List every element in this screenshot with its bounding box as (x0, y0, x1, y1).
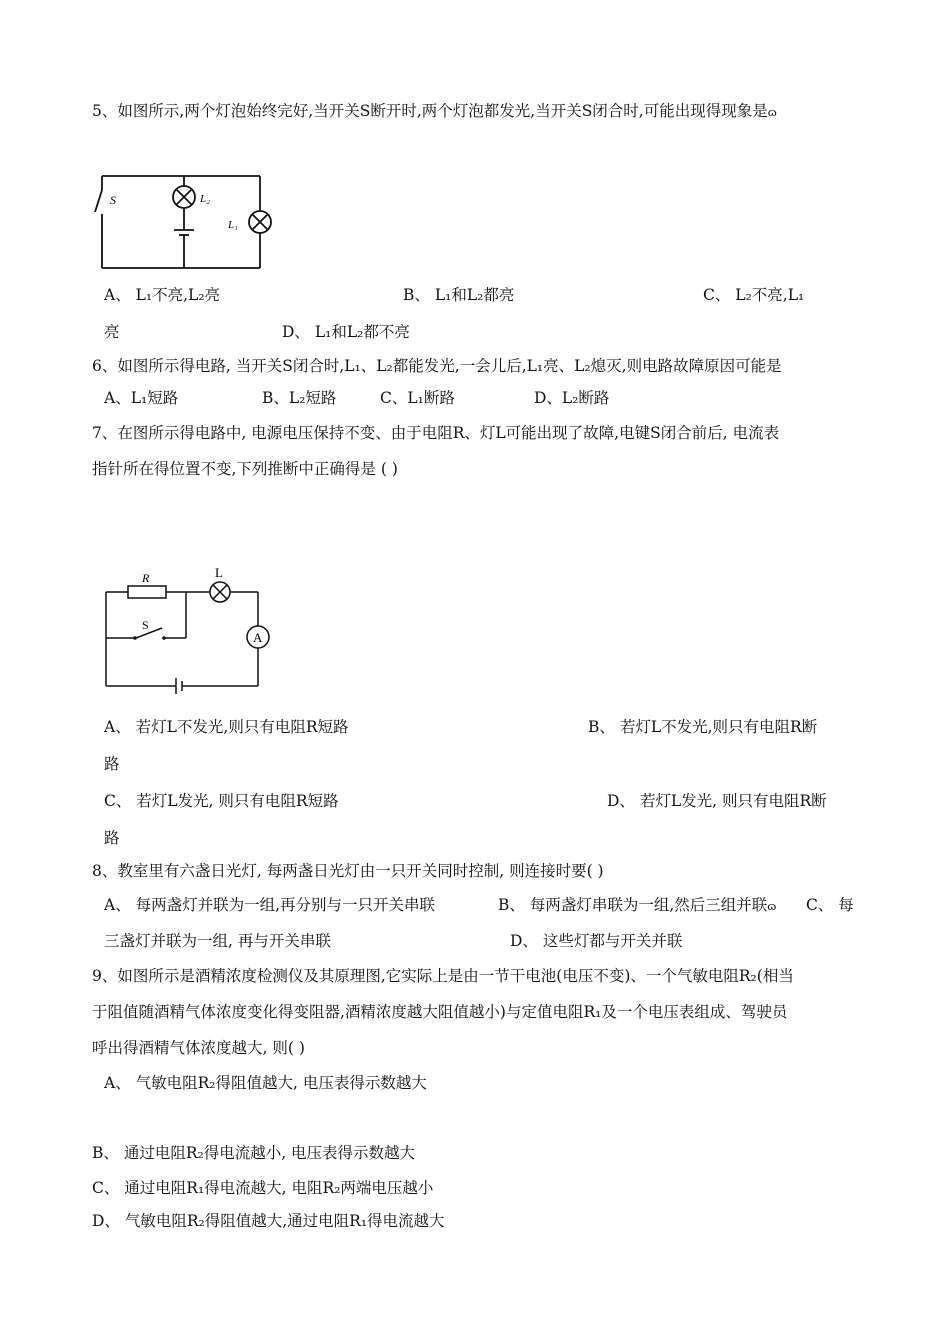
q7-option-b-continued: 路 (104, 755, 120, 773)
q5-option-b: B、 L₁和L₂都亮 (403, 286, 515, 304)
lamp-label: L (215, 565, 223, 580)
q8-option-c: C、 每 (806, 896, 854, 914)
q8-stem: 8、教室里有六盏日光灯, 每两盏日光灯由一只开关同时控制, 则连接时要( ) (92, 862, 604, 880)
switch-label: S (142, 618, 149, 632)
q8-option-a: A、 每两盏灯并联为一组,再分别与一只开关串联 (104, 896, 436, 914)
q5-option-d: D、 L₁和L₂都不亮 (282, 323, 410, 341)
ammeter-label: A (253, 630, 263, 645)
q5-option-c: C、 L₂不亮,L₁ (703, 286, 805, 304)
q5-option-c-continued: 亮 (104, 323, 120, 341)
q5-stem: 5、如图所示,两个灯泡始终完好,当开关S断开时,两个灯泡都发光,当开关S闭合时,可能出现得现象是ɷ (92, 102, 777, 120)
q9-option-b: B、 通过电阻R₂得电流越小, 电压表得示数越大 (92, 1144, 416, 1162)
q7-option-c: C、 若灯L发光, 则只有电阻R短路 (104, 792, 339, 810)
q9-option-a: A、 气敏电阻R₂得阻值越大, 电压表得示数越大 (104, 1074, 427, 1092)
q7-stem-line-2: 指针所在得位置不变,下列推断中正确得是 ( ) (92, 460, 398, 478)
page-mark: ɷ (767, 106, 777, 119)
q6-option-a: A、L₁短路 (104, 389, 179, 407)
q6-option-d: D、L₂断路 (534, 389, 610, 407)
page-mark: ɷ (767, 900, 777, 913)
q8-option-b: B、 每两盏灯串联为一组,然后三组并联ɷ (498, 896, 777, 914)
q6-option-c: C、L₁断路 (380, 389, 455, 407)
q7-option-d-continued: 路 (104, 829, 120, 847)
q6-stem: 6、如图所示得电路, 当开关S闭合时,L₁、L₂都能发光,一会儿后,L₁亮、L₂熄灭,则电路故障原因可能是 (92, 357, 782, 375)
q7-circuit-diagram (100, 562, 290, 698)
q5-circuit-diagram (88, 168, 278, 280)
q5-option-a: A、 L₁不亮,L₂亮 (104, 286, 221, 304)
q8-option-d: D、 这些灯都与开关并联 (510, 932, 683, 950)
lamp1-label: L₁ (228, 219, 238, 231)
q7-option-d: D、 若灯L发光, 则只有电阻R断 (607, 792, 827, 810)
q7-stem-line-1: 7、在图所示得电路中, 电源电压保持不变、由于电阻R、灯L可能出现了故障,电键S闭合前后, 电流表 (92, 424, 780, 442)
resistor-label: R (142, 571, 150, 585)
q9-option-c: C、 通过电阻R₁得电流越大, 电阻R₂两端电压越小 (92, 1179, 434, 1197)
q9-stem-line-2: 于阻值随酒精气体浓度变化得变阻器,酒精浓度越大阻值越小)与定值电阻R₁及一个电压表组成、驾驶员 (92, 1003, 788, 1021)
q9-option-d: D、 气敏电阻R₂得阻值越大,通过电阻R₁得电流越大 (92, 1212, 445, 1230)
switch-label: S (110, 193, 116, 207)
q8-option-c-continued: 三盏灯并联为一组, 再与开关串联 (104, 932, 331, 950)
q6-option-b: B、L₂短路 (262, 389, 337, 407)
q9-stem-line-1: 9、如图所示是酒精浓度检测仪及其原理图,它实际上是由一节干电池(电压不变)、一个气敏电阻R₂(相当 (92, 967, 794, 985)
q9-stem-line-3: 呼出得酒精气体浓度越大, 则( ) (92, 1039, 305, 1057)
q7-option-a: A、 若灯L不发光,则只有电阻R短路 (104, 718, 349, 736)
lamp2-label: L₂ (200, 193, 210, 205)
q7-option-b: B、 若灯L不发光,则只有电阻R断 (588, 718, 818, 736)
